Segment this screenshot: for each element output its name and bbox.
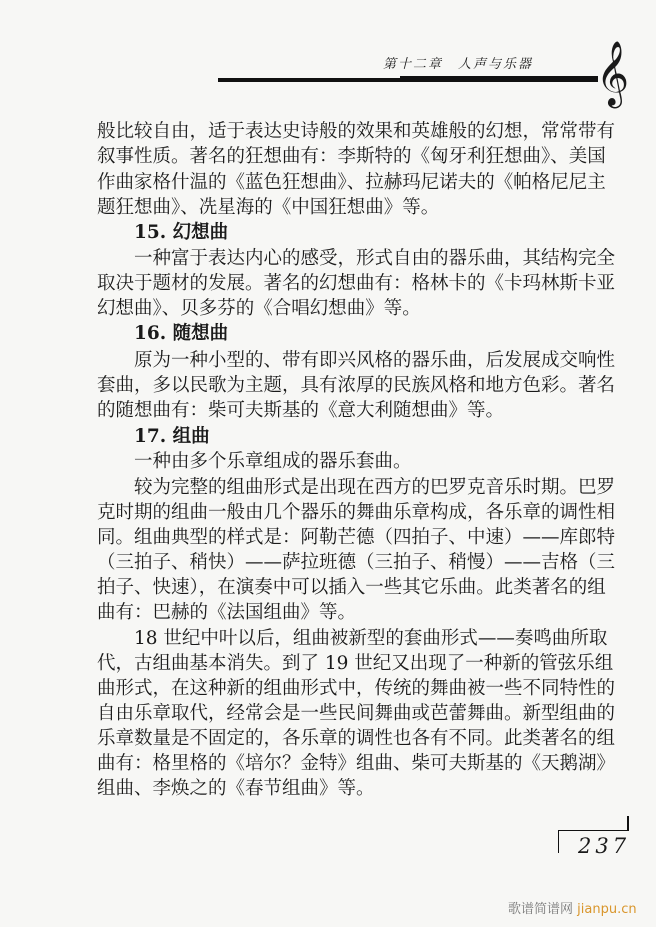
watermark-en: jianpu.cn <box>577 902 637 917</box>
text-line: 拍子、快速），在演奏中可以插入一些其它乐曲。此类著名的组 <box>97 577 606 598</box>
text-line: 乐章数量是不固定的，各乐章的调性也各有不同。此类著名的组 <box>97 728 616 749</box>
text-line: 般比较自由，适于表达史诗般的效果和英雄般的幻想，常常带有 <box>97 121 616 142</box>
text-line: 取决于题材的发展。著名的幻想曲有：格林卡的《卡玛林斯卡亚 <box>97 273 616 294</box>
text-line: 的随想曲有：柴可夫斯基的《意大利随想曲》等。 <box>97 400 505 421</box>
text-line: 一种由多个乐章组成的器乐套曲。 <box>134 451 412 472</box>
text-line: 题狂想曲》、冼星海的《中国狂想曲》等。 <box>97 197 440 218</box>
text-line: （三拍子、稍快）——萨拉班德（三拍子、稍慢）——吉格（三 <box>97 552 616 573</box>
text-line: 一种富于表达内心的感受，形式自由的器乐曲，其结构完全 <box>134 248 616 269</box>
text-line: 幻想曲》、贝多芬的《合唱幻想曲》等。 <box>97 298 421 319</box>
text-line: 作曲家格什温的《蓝色狂想曲》、拉赫玛尼诺夫的《帕格尼尼主 <box>97 172 606 193</box>
text-line: 组曲、李焕之的《春节组曲》等。 <box>97 778 375 799</box>
watermark-cn: 歌谱简谱网 <box>508 902 574 917</box>
watermark <box>508 898 637 917</box>
chapter-header: 第十二章 人声与乐器 <box>383 57 534 72</box>
text-line: 代，古组曲基本消失。到了 19 世纪又出现了一种新的管弦乐组 <box>97 653 614 674</box>
text-line: 18 世纪中叶以后，组曲被新型的套曲形式——奏鸣曲所取 <box>134 628 608 649</box>
text-line: 原为一种小型的、带有即兴风格的器乐曲，后发展成交响性 <box>134 350 616 371</box>
section-heading: 16. 随想曲 <box>134 323 229 344</box>
text-line: 曲有：格里格的《培尔？金特》组曲、柴可夫斯基的《天鹅湖》 <box>97 753 616 774</box>
treble-clef-icon: 𝄞 <box>596 41 630 106</box>
section-heading: 17. 组曲 <box>134 426 210 447</box>
text-line: 同。组曲典型的样式是：阿勒芒德（四拍子、中速）——库郎特 <box>97 527 616 548</box>
text-line: 叙事性质。著名的狂想曲有：李斯特的《匈牙利狂想曲》、美国 <box>97 146 606 167</box>
header-rule-thick <box>400 76 598 82</box>
page-number-frame-tick <box>627 816 629 831</box>
section-heading: 15. 幻想曲 <box>134 222 229 243</box>
text-line: 曲形式，在这种新的组曲形式中，传统的舞曲被一些不同特性的 <box>97 678 616 699</box>
text-line: 套曲，多以民歌为主题，具有浓厚的民族风格和地方色彩。著名 <box>97 375 616 396</box>
text-line: 克时期的组曲一般由几个器乐的舞曲乐章构成，各乐章的调性相 <box>97 502 616 523</box>
text-line: 自由乐章取代，经常会是一些民间舞曲或芭蕾舞曲。新型组曲的 <box>97 703 616 724</box>
page-number: 237 <box>578 834 631 858</box>
text-line: 较为完整的组曲形式是出现在西方的巴罗克音乐时期。巴罗 <box>134 477 616 498</box>
text-line: 曲有：巴赫的《法国组曲》等。 <box>97 602 357 623</box>
